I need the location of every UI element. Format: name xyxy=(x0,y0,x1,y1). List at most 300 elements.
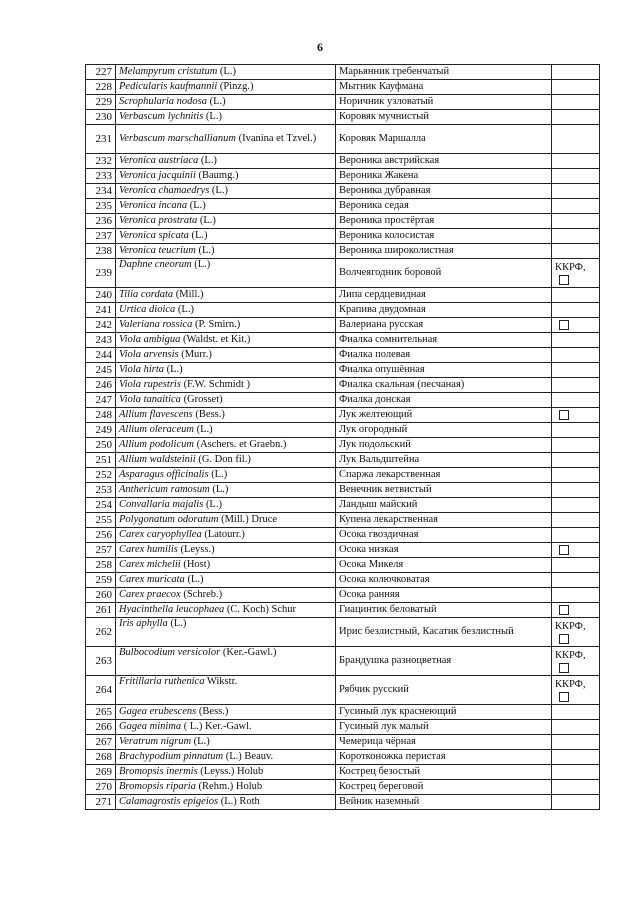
status-cell xyxy=(552,333,600,348)
scientific-name: Veronica prostrata xyxy=(119,215,198,226)
table-row xyxy=(86,408,600,423)
scientific-name: Bulbocodium versicolor xyxy=(119,647,221,658)
row-number: 241 xyxy=(86,303,116,318)
taxon-authority: (Leyss.) Holub xyxy=(197,766,264,777)
status-cell xyxy=(552,199,600,214)
scientific-name: Daphne cneorum xyxy=(119,259,192,270)
taxon-authority: (Ker.-Gawl.) xyxy=(220,647,277,658)
russian-name: Фиалка сомнительная xyxy=(336,333,552,348)
row-number: 242 xyxy=(86,318,116,333)
taxon-authority: (P. Smirn.) xyxy=(192,319,241,330)
russian-name: Вероника широколистная xyxy=(336,244,552,259)
russian-name: Крапива двудомная xyxy=(336,303,552,318)
checkbox-square-icon xyxy=(559,410,569,420)
red-book-status: ККРФ, xyxy=(555,678,586,690)
taxon-authority: (L.) xyxy=(208,469,228,480)
russian-name: Коротконожка перистая xyxy=(336,750,552,765)
table-row xyxy=(86,423,600,438)
latin-name-cell xyxy=(116,750,336,765)
table-row xyxy=(86,154,600,169)
status-cell xyxy=(552,214,600,229)
latin-name-cell xyxy=(116,483,336,498)
latin-name-cell xyxy=(116,543,336,558)
status-cell xyxy=(552,780,600,795)
russian-name: Фиалка полевая xyxy=(336,348,552,363)
species-table xyxy=(85,64,600,810)
table-row xyxy=(86,573,600,588)
latin-name-cell xyxy=(116,95,336,110)
taxon-authority: (L.) xyxy=(184,574,204,585)
status-cell xyxy=(552,318,600,333)
russian-name: Брандушка разноцветная xyxy=(336,647,552,676)
russian-name: Ландыш майский xyxy=(336,498,552,513)
scientific-name: Hyacinthella leucophaea xyxy=(119,604,225,615)
status-cell xyxy=(552,259,600,288)
row-number: 264 xyxy=(86,676,116,705)
checkbox-square-icon xyxy=(559,634,569,644)
status-cell xyxy=(552,438,600,453)
russian-name: Марьянник гребенчатый xyxy=(336,65,552,80)
latin-name-cell xyxy=(116,423,336,438)
table-row xyxy=(86,647,600,676)
table-row xyxy=(86,244,600,259)
russian-name: Вероника дубравная xyxy=(336,184,552,199)
table-row xyxy=(86,214,600,229)
scientific-name: Veronica chamaedrys xyxy=(119,185,210,196)
row-number: 235 xyxy=(86,199,116,214)
row-number: 229 xyxy=(86,95,116,110)
latin-name-cell xyxy=(116,618,336,647)
table-row xyxy=(86,468,600,483)
latin-name-cell xyxy=(116,735,336,750)
scientific-name: Pedicularis kaufmannii xyxy=(119,81,218,92)
scientific-name: Convallaria majalis xyxy=(119,499,204,510)
scientific-name: Veronica teucrium xyxy=(119,245,196,256)
table-row xyxy=(86,543,600,558)
latin-name-cell xyxy=(116,528,336,543)
status-cell xyxy=(552,244,600,259)
table-row xyxy=(86,348,600,363)
row-number: 265 xyxy=(86,705,116,720)
status-cell xyxy=(552,603,600,618)
table-row xyxy=(86,558,600,573)
taxon-authority: (L.) xyxy=(207,96,226,107)
latin-name-cell xyxy=(116,588,336,603)
scientific-name: Allium podolicum xyxy=(119,439,194,450)
row-number: 228 xyxy=(86,80,116,95)
table-row xyxy=(86,750,600,765)
table-row xyxy=(86,393,600,408)
scientific-name: Viola tanaitica xyxy=(119,394,181,405)
table-row xyxy=(86,363,600,378)
status-cell xyxy=(552,795,600,810)
taxon-authority: (L.) xyxy=(193,424,213,435)
russian-name: Лук подольский xyxy=(336,438,552,453)
taxon-authority: (Grosset) xyxy=(180,394,223,405)
scientific-name: Asparagus officinalis xyxy=(119,469,209,480)
status-cell xyxy=(552,483,600,498)
status-cell xyxy=(552,125,600,154)
row-number: 266 xyxy=(86,720,116,735)
russian-name: Кострец береговой xyxy=(336,780,552,795)
taxon-authority: Wikstr. xyxy=(204,676,238,687)
scientific-name: Melampyrum cristatum xyxy=(119,66,218,77)
row-number: 263 xyxy=(86,647,116,676)
scientific-name: Carex michelii xyxy=(119,559,181,570)
taxon-authority: (L.) xyxy=(187,200,206,211)
status-cell xyxy=(552,750,600,765)
russian-name: Рябчик русский xyxy=(336,676,552,705)
table-row xyxy=(86,720,600,735)
status-cell xyxy=(552,65,600,80)
taxon-authority: (L.) xyxy=(195,245,215,256)
russian-name: Гиацинтик беловатый xyxy=(336,603,552,618)
row-number: 239 xyxy=(86,259,116,288)
row-number: 255 xyxy=(86,513,116,528)
russian-name: Вероника Жакена xyxy=(336,169,552,184)
row-number: 254 xyxy=(86,498,116,513)
status-cell xyxy=(552,169,600,184)
row-number: 245 xyxy=(86,363,116,378)
latin-name-cell xyxy=(116,363,336,378)
scientific-name: Gagea erubescens xyxy=(119,706,197,717)
latin-name-cell xyxy=(116,720,336,735)
row-number: 237 xyxy=(86,229,116,244)
row-number: 231 xyxy=(86,125,116,154)
latin-name-cell xyxy=(116,184,336,199)
table-row xyxy=(86,259,600,288)
red-book-status: ККРФ, xyxy=(555,261,586,273)
latin-name-cell xyxy=(116,154,336,169)
row-number: 238 xyxy=(86,244,116,259)
status-cell xyxy=(552,423,600,438)
status-cell xyxy=(552,303,600,318)
russian-name: Купена лекарственная xyxy=(336,513,552,528)
scientific-name: Carex muricata xyxy=(119,574,185,585)
scientific-name: Urtica dioica xyxy=(119,304,176,315)
table-row xyxy=(86,125,600,154)
row-number: 232 xyxy=(86,154,116,169)
table-row xyxy=(86,618,600,647)
russian-name: Лук Вальдштейна xyxy=(336,453,552,468)
russian-name: Коровяк Маршалла xyxy=(336,125,552,154)
species-table-body xyxy=(86,65,600,810)
russian-name: Чемерица чёрная xyxy=(336,735,552,750)
russian-name: Осока Микеля xyxy=(336,558,552,573)
latin-name-cell xyxy=(116,498,336,513)
russian-name: Волчеягодник боровой xyxy=(336,259,552,288)
scientific-name: Veronica incana xyxy=(119,200,188,211)
table-row xyxy=(86,765,600,780)
taxon-authority: (Bess.) xyxy=(192,409,225,420)
taxon-authority: (Mill.) xyxy=(173,289,204,300)
red-book-status: ККРФ, xyxy=(555,649,586,661)
checkbox-square-icon xyxy=(559,545,569,555)
status-cell xyxy=(552,378,600,393)
latin-name-cell xyxy=(116,348,336,363)
russian-name: Кострец безостый xyxy=(336,765,552,780)
latin-name-cell xyxy=(116,333,336,348)
status-cell xyxy=(552,705,600,720)
scientific-name: Verbascum lychnitis xyxy=(119,111,204,122)
russian-name: Гусиный лук краснеющий xyxy=(336,705,552,720)
status-cell xyxy=(552,453,600,468)
russian-name: Липа сердцевидная xyxy=(336,288,552,303)
status-cell xyxy=(552,184,600,199)
scientific-name: Carex humilis xyxy=(119,544,178,555)
row-number: 249 xyxy=(86,423,116,438)
scientific-name: Veronica jacquinii xyxy=(119,170,196,181)
table-row xyxy=(86,318,600,333)
taxon-authority: (Ivanina et Tzvel.) xyxy=(235,133,317,144)
russian-name: Фиалка скальная (песчаная) xyxy=(336,378,552,393)
table-row xyxy=(86,588,600,603)
scientific-name: Gagea minima xyxy=(119,721,182,732)
scientific-name: Allium waldsteinii xyxy=(119,454,196,465)
russian-name: Осока колючковатая xyxy=(336,573,552,588)
row-number: 268 xyxy=(86,750,116,765)
taxon-authority: (L.) xyxy=(191,259,211,270)
scientific-name: Fritillaria ruthenica xyxy=(119,676,205,687)
russian-name: Осока низкая xyxy=(336,543,552,558)
taxon-authority: (Bess.) xyxy=(196,706,229,717)
latin-name-cell xyxy=(116,468,336,483)
latin-name-cell xyxy=(116,780,336,795)
table-row xyxy=(86,676,600,705)
taxon-authority: (F.W. Schmidt ) xyxy=(180,379,251,390)
table-row xyxy=(86,780,600,795)
scientific-name: Allium oleraceum xyxy=(119,424,194,435)
row-number: 261 xyxy=(86,603,116,618)
row-number: 244 xyxy=(86,348,116,363)
scientific-name: Polygonatum odoratum xyxy=(119,514,219,525)
latin-name-cell xyxy=(116,378,336,393)
latin-name-cell xyxy=(116,288,336,303)
latin-name-cell xyxy=(116,214,336,229)
table-row xyxy=(86,378,600,393)
scientific-name: Veronica spicata xyxy=(119,230,189,241)
table-row xyxy=(86,735,600,750)
row-number: 250 xyxy=(86,438,116,453)
status-cell xyxy=(552,513,600,528)
latin-name-cell xyxy=(116,647,336,676)
table-row xyxy=(86,498,600,513)
table-row xyxy=(86,229,600,244)
status-cell xyxy=(552,408,600,423)
latin-name-cell xyxy=(116,408,336,423)
russian-name: Осока гвоздичная xyxy=(336,528,552,543)
row-number: 262 xyxy=(86,618,116,647)
row-number: 252 xyxy=(86,468,116,483)
status-cell xyxy=(552,676,600,705)
latin-name-cell xyxy=(116,765,336,780)
taxon-authority: (Host) xyxy=(180,559,211,570)
row-number: 270 xyxy=(86,780,116,795)
russian-name: Гусиный лук малый xyxy=(336,720,552,735)
status-cell xyxy=(552,588,600,603)
latin-name-cell xyxy=(116,393,336,408)
scientific-name: Brachypodium pinnatum xyxy=(119,751,224,762)
taxon-authority: (Mill.) Druce xyxy=(218,514,278,525)
row-number: 271 xyxy=(86,795,116,810)
table-row xyxy=(86,453,600,468)
status-cell xyxy=(552,348,600,363)
latin-name-cell xyxy=(116,125,336,154)
scientific-name: Veronica austriaca xyxy=(119,155,199,166)
row-number: 243 xyxy=(86,333,116,348)
table-row xyxy=(86,513,600,528)
scientific-name: Allium flavescens xyxy=(119,409,193,420)
status-cell xyxy=(552,80,600,95)
scientific-name: Verbascum marschallianum xyxy=(119,133,236,144)
row-number: 240 xyxy=(86,288,116,303)
table-row xyxy=(86,199,600,214)
latin-name-cell xyxy=(116,318,336,333)
table-row xyxy=(86,303,600,318)
latin-name-cell xyxy=(116,303,336,318)
russian-name: Коровяк мучнистый xyxy=(336,110,552,125)
taxon-authority: (G. Don fil.) xyxy=(195,454,251,465)
status-cell xyxy=(552,573,600,588)
taxon-authority: (L.) xyxy=(209,185,228,196)
russian-name: Венечник ветвистый xyxy=(336,483,552,498)
table-row xyxy=(86,603,600,618)
taxon-authority: (Pinzg.) xyxy=(217,81,254,92)
taxon-authority: (L.) xyxy=(198,155,217,166)
status-cell xyxy=(552,229,600,244)
table-row xyxy=(86,528,600,543)
russian-name: Вероника колосистая xyxy=(336,229,552,244)
russian-name: Вероника австрийская xyxy=(336,154,552,169)
scientific-name: Bromopsis inermis xyxy=(119,766,198,777)
taxon-authority: (C. Koch) Schur xyxy=(224,604,297,615)
row-number: 260 xyxy=(86,588,116,603)
russian-name: Спаржа лекарственная xyxy=(336,468,552,483)
row-number: 257 xyxy=(86,543,116,558)
taxon-authority: (Schreb.) xyxy=(180,589,223,600)
row-number: 251 xyxy=(86,453,116,468)
latin-name-cell xyxy=(116,229,336,244)
table-row xyxy=(86,483,600,498)
status-cell xyxy=(552,735,600,750)
latin-name-cell xyxy=(116,244,336,259)
page-number: 6 xyxy=(317,40,323,54)
row-number: 233 xyxy=(86,169,116,184)
russian-name: Мытник Кауфмана xyxy=(336,80,552,95)
table-row xyxy=(86,705,600,720)
taxon-authority: (L.) xyxy=(209,484,229,495)
scientific-name: Veratrum nigrum xyxy=(119,736,192,747)
status-cell xyxy=(552,110,600,125)
table-row xyxy=(86,169,600,184)
row-number: 267 xyxy=(86,735,116,750)
latin-name-cell xyxy=(116,453,336,468)
status-cell xyxy=(552,543,600,558)
russian-name: Вероника седая xyxy=(336,199,552,214)
russian-name: Лук огородный xyxy=(336,423,552,438)
table-row xyxy=(86,80,600,95)
scientific-name: Viola hirta xyxy=(119,364,165,375)
latin-name-cell xyxy=(116,573,336,588)
checkbox-square-icon xyxy=(559,663,569,673)
russian-name: Вероника простёртая xyxy=(336,214,552,229)
taxon-authority: (L.) xyxy=(217,66,236,77)
status-cell xyxy=(552,528,600,543)
taxon-authority: (L.) xyxy=(164,364,183,375)
taxon-authority: (Latourr.) xyxy=(201,529,245,540)
scientific-name: Valeriana rossica xyxy=(119,319,193,330)
scientific-name: Carex caryophyllea xyxy=(119,529,202,540)
row-number: 259 xyxy=(86,573,116,588)
row-number: 246 xyxy=(86,378,116,393)
table-row xyxy=(86,110,600,125)
taxon-authority: ( L.) Ker.-Gawl. xyxy=(181,721,252,732)
latin-name-cell xyxy=(116,65,336,80)
taxon-authority: (L.) xyxy=(203,111,222,122)
status-cell xyxy=(552,618,600,647)
row-number: 258 xyxy=(86,558,116,573)
latin-name-cell xyxy=(116,110,336,125)
status-cell xyxy=(552,720,600,735)
latin-name-cell xyxy=(116,169,336,184)
russian-name: Осока ранняя xyxy=(336,588,552,603)
latin-name-cell xyxy=(116,705,336,720)
taxon-authority: (Baumg.) xyxy=(195,170,239,181)
scientific-name: Carex praecox xyxy=(119,589,181,600)
table-row xyxy=(86,795,600,810)
checkbox-square-icon xyxy=(559,605,569,615)
checkbox-square-icon xyxy=(559,692,569,702)
table-row xyxy=(86,95,600,110)
taxon-authority: (L.) xyxy=(167,618,187,629)
status-cell xyxy=(552,288,600,303)
latin-name-cell xyxy=(116,603,336,618)
scientific-name: Viola arvensis xyxy=(119,349,179,360)
table-row xyxy=(86,65,600,80)
row-number: 253 xyxy=(86,483,116,498)
taxon-authority: (Murr.) xyxy=(178,349,212,360)
taxon-authority: (L.) Roth xyxy=(218,796,260,807)
latin-name-cell xyxy=(116,199,336,214)
row-number: 230 xyxy=(86,110,116,125)
red-book-status: ККРФ, xyxy=(555,620,586,632)
latin-name-cell xyxy=(116,558,336,573)
status-cell xyxy=(552,558,600,573)
status-cell xyxy=(552,468,600,483)
scientific-name: Viola rupestris xyxy=(119,379,181,390)
scientific-name: Viola ambigua xyxy=(119,334,181,345)
scientific-name: Iris aphylla xyxy=(119,618,168,629)
status-cell xyxy=(552,647,600,676)
table-row xyxy=(86,288,600,303)
status-cell xyxy=(552,765,600,780)
scientific-name: Scrophularia nodosa xyxy=(119,96,207,107)
taxon-authority: (Aschers. et Graebn.) xyxy=(193,439,287,450)
taxon-authority: (L.) xyxy=(175,304,194,315)
row-number: 269 xyxy=(86,765,116,780)
russian-name: Валериана русская xyxy=(336,318,552,333)
latin-name-cell xyxy=(116,80,336,95)
taxon-authority: (L.) xyxy=(197,215,216,226)
russian-name: Ирис безлистный, Касатик безлистный xyxy=(336,618,552,647)
status-cell xyxy=(552,363,600,378)
latin-name-cell xyxy=(116,795,336,810)
checkbox-square-icon xyxy=(559,320,569,330)
checkbox-square-icon xyxy=(559,275,569,285)
row-number: 236 xyxy=(86,214,116,229)
row-number: 248 xyxy=(86,408,116,423)
russian-name: Фиалка опушённая xyxy=(336,363,552,378)
